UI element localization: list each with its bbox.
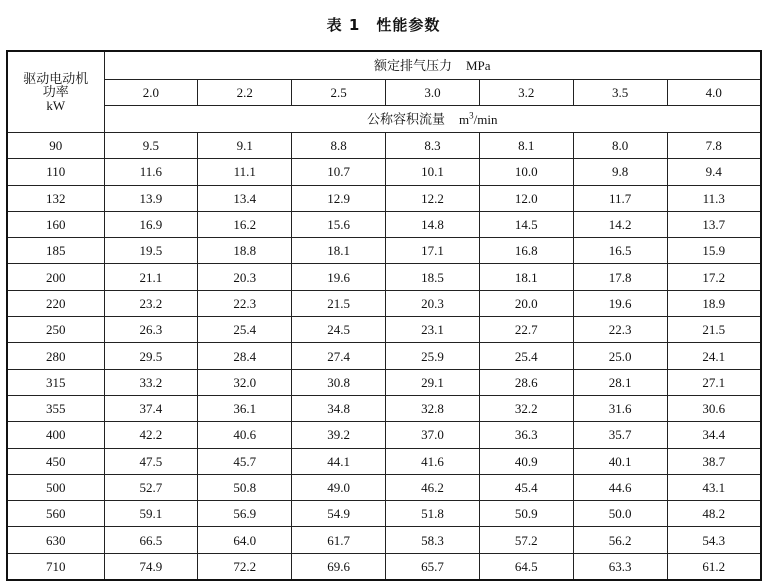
flow-cell: 13.9 xyxy=(104,185,198,211)
flow-cell: 61.2 xyxy=(667,553,761,580)
flow-cell: 61.7 xyxy=(292,527,386,553)
power-cell: 630 xyxy=(7,527,104,553)
flow-cell: 64.0 xyxy=(198,527,292,553)
header-row-pressure xyxy=(7,51,761,80)
flow-cell: 15.6 xyxy=(292,211,386,237)
flow-cell: 64.5 xyxy=(479,553,573,580)
flow-cell: 52.7 xyxy=(104,474,198,500)
flow-cell: 15.9 xyxy=(667,238,761,264)
flow-cell: 21.1 xyxy=(104,264,198,290)
flow-cell: 10.0 xyxy=(479,159,573,185)
pressure-value: 3.2 xyxy=(479,80,573,106)
flow-cell: 45.4 xyxy=(479,474,573,500)
flow-cell: 8.3 xyxy=(386,133,480,159)
flow-cell: 7.8 xyxy=(667,133,761,159)
flow-cell: 9.8 xyxy=(573,159,667,185)
header-row-flow xyxy=(7,106,761,133)
stub-line-3: kW xyxy=(46,97,66,113)
flow-cell: 17.1 xyxy=(386,238,480,264)
performance-table xyxy=(6,50,762,581)
table-number: 表 1 xyxy=(326,16,361,34)
flow-cell: 9.4 xyxy=(667,159,761,185)
flow-cell: 19.5 xyxy=(104,238,198,264)
pressure-value: 3.0 xyxy=(386,80,480,106)
flow-cell: 37.4 xyxy=(104,395,198,421)
flow-cell: 16.8 xyxy=(479,238,573,264)
table-row xyxy=(7,264,761,290)
flow-cell: 18.8 xyxy=(198,238,292,264)
table-row xyxy=(7,448,761,474)
flow-unit-sup: 3 xyxy=(469,110,474,121)
flow-cell: 9.5 xyxy=(104,133,198,159)
flow-cell: 11.1 xyxy=(198,159,292,185)
flow-cell: 41.6 xyxy=(386,448,480,474)
power-cell: 400 xyxy=(7,422,104,448)
flow-cell: 50.0 xyxy=(573,501,667,527)
flow-cell: 26.3 xyxy=(104,317,198,343)
flow-cell: 24.5 xyxy=(292,317,386,343)
table-row xyxy=(7,527,761,553)
flow-cell: 28.4 xyxy=(198,343,292,369)
power-cell: 160 xyxy=(7,211,104,237)
flow-cell: 56.2 xyxy=(573,527,667,553)
pressure-value: 4.0 xyxy=(667,80,761,106)
pressure-value: 2.0 xyxy=(104,80,198,106)
table-body xyxy=(7,51,761,580)
power-cell: 355 xyxy=(7,395,104,421)
flow-cell: 35.7 xyxy=(573,422,667,448)
power-cell: 315 xyxy=(7,369,104,395)
flow-cell: 11.6 xyxy=(104,159,198,185)
flow-cell: 27.4 xyxy=(292,343,386,369)
flow-cell: 18.5 xyxy=(386,264,480,290)
flow-cell: 46.2 xyxy=(386,474,480,500)
stub-line-1: 驱动电动机 xyxy=(23,71,89,87)
flow-cell: 8.0 xyxy=(573,133,667,159)
flow-cell: 30.6 xyxy=(667,395,761,421)
flow-cell: 66.5 xyxy=(104,527,198,553)
flow-cell: 23.2 xyxy=(104,290,198,316)
flow-cell: 22.7 xyxy=(479,317,573,343)
flow-cell: 13.7 xyxy=(667,211,761,237)
flow-cell: 12.2 xyxy=(386,185,480,211)
flow-cell: 40.6 xyxy=(198,422,292,448)
flow-cell: 54.3 xyxy=(667,527,761,553)
flow-cell: 23.1 xyxy=(386,317,480,343)
table-row xyxy=(7,185,761,211)
power-cell: 450 xyxy=(7,448,104,474)
table-row xyxy=(7,474,761,500)
pressure-value: 3.5 xyxy=(573,80,667,106)
power-cell: 90 xyxy=(7,133,104,159)
flow-cell: 28.1 xyxy=(573,369,667,395)
table-row xyxy=(7,501,761,527)
power-cell: 132 xyxy=(7,185,104,211)
flow-cell: 65.7 xyxy=(386,553,480,580)
table-title: 性能参数 xyxy=(376,16,441,34)
flow-cell: 20.0 xyxy=(479,290,573,316)
flow-cell: 29.5 xyxy=(104,343,198,369)
pressure-header xyxy=(104,51,761,80)
flow-cell: 13.4 xyxy=(198,185,292,211)
table-row xyxy=(7,211,761,237)
flow-cell: 11.3 xyxy=(667,185,761,211)
header-row-pressures xyxy=(7,80,761,106)
flow-cell: 25.4 xyxy=(198,317,292,343)
flow-cell: 16.9 xyxy=(104,211,198,237)
flow-cell: 16.2 xyxy=(198,211,292,237)
flow-unit-prefix: m xyxy=(459,111,470,127)
flow-cell: 29.1 xyxy=(386,369,480,395)
flow-cell: 20.3 xyxy=(386,290,480,316)
flow-cell: 14.5 xyxy=(479,211,573,237)
flow-cell: 18.1 xyxy=(479,264,573,290)
table-row xyxy=(7,422,761,448)
flow-cell: 50.9 xyxy=(479,501,573,527)
flow-cell: 44.6 xyxy=(573,474,667,500)
pressure-value: 2.2 xyxy=(198,80,292,106)
flow-cell: 10.7 xyxy=(292,159,386,185)
flow-cell: 9.1 xyxy=(198,133,292,159)
flow-cell: 30.8 xyxy=(292,369,386,395)
flow-header xyxy=(104,106,761,133)
power-cell: 710 xyxy=(7,553,104,580)
flow-unit xyxy=(459,112,497,127)
flow-cell: 22.3 xyxy=(198,290,292,316)
table-row xyxy=(7,317,761,343)
flow-cell: 37.0 xyxy=(386,422,480,448)
power-cell: 200 xyxy=(7,264,104,290)
flow-cell: 19.6 xyxy=(573,290,667,316)
flow-cell: 31.6 xyxy=(573,395,667,421)
flow-unit-suffix: /min xyxy=(473,111,498,127)
flow-cell: 50.8 xyxy=(198,474,292,500)
flow-cell: 72.2 xyxy=(198,553,292,580)
flow-cell: 17.2 xyxy=(667,264,761,290)
flow-cell: 40.9 xyxy=(479,448,573,474)
power-cell: 250 xyxy=(7,317,104,343)
table-row xyxy=(7,133,761,159)
table-row xyxy=(7,369,761,395)
table-row xyxy=(7,395,761,421)
flow-cell: 18.1 xyxy=(292,238,386,264)
flow-cell: 44.1 xyxy=(292,448,386,474)
flow-label: 公称容积流量 xyxy=(367,112,446,128)
flow-cell: 57.2 xyxy=(479,527,573,553)
table-row xyxy=(7,238,761,264)
power-cell: 110 xyxy=(7,159,104,185)
flow-cell: 49.0 xyxy=(292,474,386,500)
flow-cell: 58.3 xyxy=(386,527,480,553)
power-cell: 185 xyxy=(7,238,104,264)
flow-cell: 36.3 xyxy=(479,422,573,448)
power-cell: 500 xyxy=(7,474,104,500)
flow-cell: 40.1 xyxy=(573,448,667,474)
flow-cell: 8.1 xyxy=(479,133,573,159)
flow-cell: 32.0 xyxy=(198,369,292,395)
flow-cell: 25.9 xyxy=(386,343,480,369)
flow-cell: 45.7 xyxy=(198,448,292,474)
flow-cell: 20.3 xyxy=(198,264,292,290)
flow-cell: 69.6 xyxy=(292,553,386,580)
flow-cell: 56.9 xyxy=(198,501,292,527)
flow-cell: 63.3 xyxy=(573,553,667,580)
pressure-label: 额定排气压力 xyxy=(373,58,452,74)
flow-cell: 32.8 xyxy=(386,395,480,421)
flow-cell: 51.8 xyxy=(386,501,480,527)
flow-cell: 27.1 xyxy=(667,369,761,395)
flow-cell: 39.2 xyxy=(292,422,386,448)
flow-cell: 8.8 xyxy=(292,133,386,159)
flow-cell: 11.7 xyxy=(573,185,667,211)
flow-cell: 28.6 xyxy=(479,369,573,395)
power-stub-header xyxy=(7,51,104,133)
pressure-unit: MPa xyxy=(465,57,491,73)
flow-cell: 42.2 xyxy=(104,422,198,448)
flow-cell: 22.3 xyxy=(573,317,667,343)
flow-cell: 21.5 xyxy=(292,290,386,316)
flow-cell: 74.9 xyxy=(104,553,198,580)
flow-cell: 47.5 xyxy=(104,448,198,474)
flow-cell: 14.2 xyxy=(573,211,667,237)
flow-cell: 18.9 xyxy=(667,290,761,316)
flow-cell: 24.1 xyxy=(667,343,761,369)
flow-cell: 43.1 xyxy=(667,474,761,500)
flow-cell: 59.1 xyxy=(104,501,198,527)
flow-cell: 25.4 xyxy=(479,343,573,369)
power-cell: 280 xyxy=(7,343,104,369)
flow-cell: 34.8 xyxy=(292,395,386,421)
flow-cell: 48.2 xyxy=(667,501,761,527)
flow-cell: 25.0 xyxy=(573,343,667,369)
table-row xyxy=(7,159,761,185)
flow-cell: 34.4 xyxy=(667,422,761,448)
flow-cell: 32.2 xyxy=(479,395,573,421)
table-caption xyxy=(0,14,767,35)
table-row xyxy=(7,290,761,316)
power-cell: 220 xyxy=(7,290,104,316)
flow-cell: 12.9 xyxy=(292,185,386,211)
table-row xyxy=(7,343,761,369)
flow-cell: 19.6 xyxy=(292,264,386,290)
flow-cell: 14.8 xyxy=(386,211,480,237)
flow-cell: 17.8 xyxy=(573,264,667,290)
power-cell: 560 xyxy=(7,501,104,527)
flow-cell: 16.5 xyxy=(573,238,667,264)
stub-line-2: 功率 xyxy=(42,84,69,100)
flow-cell: 33.2 xyxy=(104,369,198,395)
flow-cell: 54.9 xyxy=(292,501,386,527)
pressure-value: 2.5 xyxy=(292,80,386,106)
flow-cell: 12.0 xyxy=(479,185,573,211)
flow-cell: 21.5 xyxy=(667,317,761,343)
flow-cell: 36.1 xyxy=(198,395,292,421)
table-row xyxy=(7,553,761,580)
flow-cell: 10.1 xyxy=(386,159,480,185)
flow-cell: 38.7 xyxy=(667,448,761,474)
